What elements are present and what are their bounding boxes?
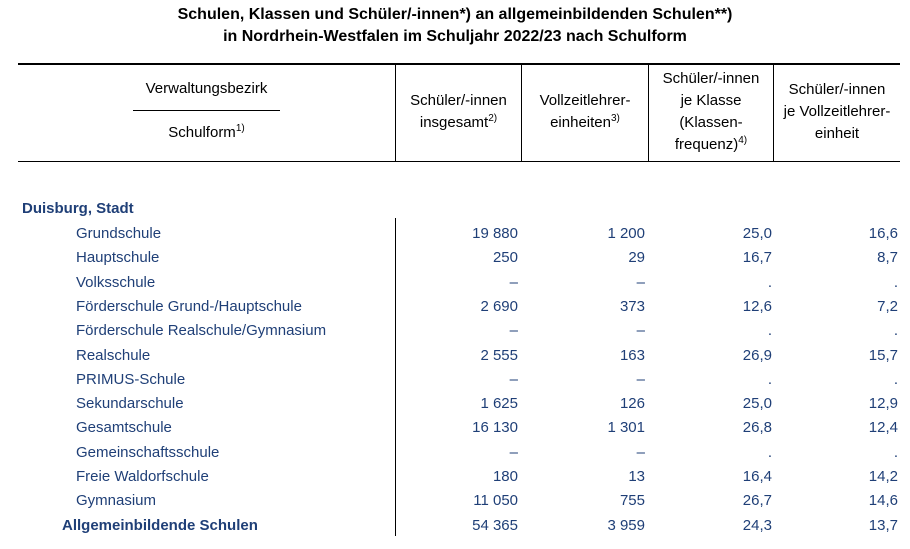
cell-vollzeitlehrereinheiten: 1 200 xyxy=(607,225,645,242)
cell-schueler-je-lehrereinheit: 14,6 xyxy=(868,492,898,510)
cell-schueler-je-lehrereinheit: . xyxy=(893,322,898,340)
cell-schueler-insgesamt: 11 050 xyxy=(473,492,518,510)
cell-vollzeitlehrereinheiten: 3 959 xyxy=(607,516,645,534)
cell-schueler-je-lehrereinheit: 13,7 xyxy=(868,516,898,534)
cell-schueler-je-klasse: 16,7 xyxy=(742,249,772,267)
cell-schueler-je-klasse: 16,4 xyxy=(742,468,772,485)
cell-vollzeitlehrereinheiten: 13 xyxy=(628,468,645,485)
header-col-3-line-2: je Klasse xyxy=(680,92,742,109)
header-col-0-bottom xyxy=(18,122,395,144)
header-col-3-line-3: (Klassen- xyxy=(679,114,743,131)
header-col-0-top xyxy=(18,78,395,100)
header-col-2-line-1: Vollzeitlehrer- xyxy=(539,92,631,109)
header-schulform: Schulform xyxy=(168,124,236,141)
header-col-2-line-2: einheiten xyxy=(550,114,611,131)
header-col-3 xyxy=(649,68,773,156)
header-col-4-line-3: einheit xyxy=(814,125,860,142)
table-row xyxy=(0,489,910,513)
header-col-4-line-1: Schüler/-innen xyxy=(788,81,886,98)
table-row xyxy=(0,344,910,368)
header-col-1 xyxy=(396,90,521,134)
cell-vollzeitlehrereinheiten: – xyxy=(636,370,645,388)
cell-schueler-je-klasse: 24,3 xyxy=(742,516,772,534)
cell-schueler-insgesamt: 180 xyxy=(492,468,518,485)
cell-vollzeitlehrereinheiten: 126 xyxy=(619,395,645,413)
table-row xyxy=(0,441,910,465)
cell-schueler-insgesamt: 19 880 xyxy=(472,225,518,242)
header-col-1-footnote: 2) xyxy=(488,113,498,124)
cell-schulform: Förderschule Grund-/Hauptschule xyxy=(76,297,302,315)
cell-schueler-je-klasse: 26,9 xyxy=(742,346,772,364)
header-verwaltungsbezirk: Verwaltungsbezirk xyxy=(145,80,268,97)
header-col-4-line-2: je Vollzeitlehrer- xyxy=(783,103,891,120)
cell-schueler-insgesamt: – xyxy=(509,370,518,388)
cell-vollzeitlehrereinheiten: 373 xyxy=(619,297,645,315)
cell-schueler-insgesamt: – xyxy=(509,322,518,340)
cell-schueler-insgesamt: 16 130 xyxy=(472,419,518,437)
cell-schulform: Allgemeinbildende Schulen xyxy=(62,516,258,534)
cell-schueler-je-klasse: . xyxy=(767,273,772,291)
cell-schueler-je-lehrereinheit: 12,4 xyxy=(868,419,898,437)
header-col-3-footnote: 4) xyxy=(738,135,748,146)
cell-schueler-je-klasse: 12,6 xyxy=(742,297,772,315)
cell-schulform: Realschule xyxy=(76,346,151,364)
table-row xyxy=(0,246,910,270)
cell-schueler-je-lehrereinheit: 16,6 xyxy=(868,225,898,242)
table-row xyxy=(0,319,910,343)
table-row xyxy=(0,465,910,489)
header-bottom-rule xyxy=(18,161,900,162)
header-col-4 xyxy=(774,79,900,145)
header-col-3-line-4: frequenz) xyxy=(674,136,739,153)
cell-schulform: Gemeinschaftsschule xyxy=(76,443,220,461)
title-line-1: Schulen, Klassen und Schüler/-innen*) an allgemeinbildenden Schulen**) xyxy=(177,6,733,23)
table-row xyxy=(0,368,910,392)
cell-schueler-je-lehrereinheit: 12,9 xyxy=(868,395,898,413)
cell-schueler-je-lehrereinheit: . xyxy=(893,273,898,291)
district-heading: Duisburg, Stadt xyxy=(22,200,134,217)
cell-schulform: Gymnasium xyxy=(76,492,157,510)
cell-schueler-insgesamt: 1 625 xyxy=(480,395,518,413)
table-row xyxy=(0,271,910,295)
cell-vollzeitlehrereinheiten: – xyxy=(636,322,645,340)
cell-schueler-je-lehrereinheit: 15,7 xyxy=(868,346,898,364)
cell-vollzeitlehrereinheiten: – xyxy=(636,273,645,291)
cell-schueler-je-lehrereinheit: . xyxy=(893,370,898,388)
cell-schueler-insgesamt: – xyxy=(509,443,518,461)
header-col-3-line-1: Schüler/-innen xyxy=(662,70,760,87)
header-col-2 xyxy=(522,90,648,134)
table-title xyxy=(0,4,910,48)
cell-schueler-je-klasse: . xyxy=(767,322,772,340)
cell-schulform: Förderschule Realschule/Gymnasium xyxy=(76,322,327,340)
table-row xyxy=(0,222,910,246)
cell-schueler-je-lehrereinheit: 14,2 xyxy=(868,468,898,485)
table-row xyxy=(0,416,910,440)
header-top-rule xyxy=(18,63,900,65)
cell-schueler-je-klasse: 25,0 xyxy=(742,225,772,242)
cell-schulform: Freie Waldorfschule xyxy=(76,468,209,485)
cell-schulform: Sekundarschule xyxy=(76,395,184,413)
cell-vollzeitlehrereinheiten: 755 xyxy=(619,492,645,510)
cell-schueler-je-klasse: 26,7 xyxy=(742,492,772,510)
cell-schueler-je-klasse: 25,0 xyxy=(742,395,772,413)
header-schulform-footnote: 1) xyxy=(235,123,245,134)
cell-schueler-insgesamt: – xyxy=(509,273,518,291)
cell-schulform: Hauptschule xyxy=(76,249,160,267)
cell-vollzeitlehrereinheiten: – xyxy=(636,443,645,461)
cell-schulform: Volksschule xyxy=(76,273,156,291)
cell-schueler-je-klasse: . xyxy=(767,370,772,388)
cell-schueler-insgesamt: 2 690 xyxy=(480,297,518,315)
title-line-2: in Nordrhein-Westfalen im Schuljahr 2022/23 nach Schulform xyxy=(223,28,687,45)
cell-schueler-insgesamt: 250 xyxy=(492,249,518,267)
total-row xyxy=(0,514,910,538)
header-col-1-line-2: insgesamt xyxy=(419,114,489,131)
table-row xyxy=(0,392,910,416)
cell-schueler-je-klasse: 26,8 xyxy=(742,419,772,437)
cell-schueler-je-lehrereinheit: . xyxy=(893,443,898,461)
cell-schulform: Gesamtschule xyxy=(76,419,172,437)
header-col-2-footnote: 3) xyxy=(610,113,620,124)
cell-schueler-insgesamt: 2 555 xyxy=(480,346,518,364)
table-row xyxy=(0,295,910,319)
cell-schulform: Grundschule xyxy=(76,225,162,242)
cell-schulform: PRIMUS-Schule xyxy=(76,370,186,388)
cell-schueler-je-lehrereinheit: 8,7 xyxy=(877,249,898,267)
header-col-0-separator xyxy=(133,110,280,111)
cell-schueler-je-klasse: . xyxy=(767,443,772,461)
cell-vollzeitlehrereinheiten: 29 xyxy=(628,249,645,267)
header-col-1-line-1: Schüler/-innen xyxy=(410,92,507,109)
cell-vollzeitlehrereinheiten: 1 301 xyxy=(607,419,645,437)
cell-schueler-insgesamt: 54 365 xyxy=(472,516,518,534)
cell-vollzeitlehrereinheiten: 163 xyxy=(619,346,645,364)
cell-schueler-je-lehrereinheit: 7,2 xyxy=(877,297,898,315)
